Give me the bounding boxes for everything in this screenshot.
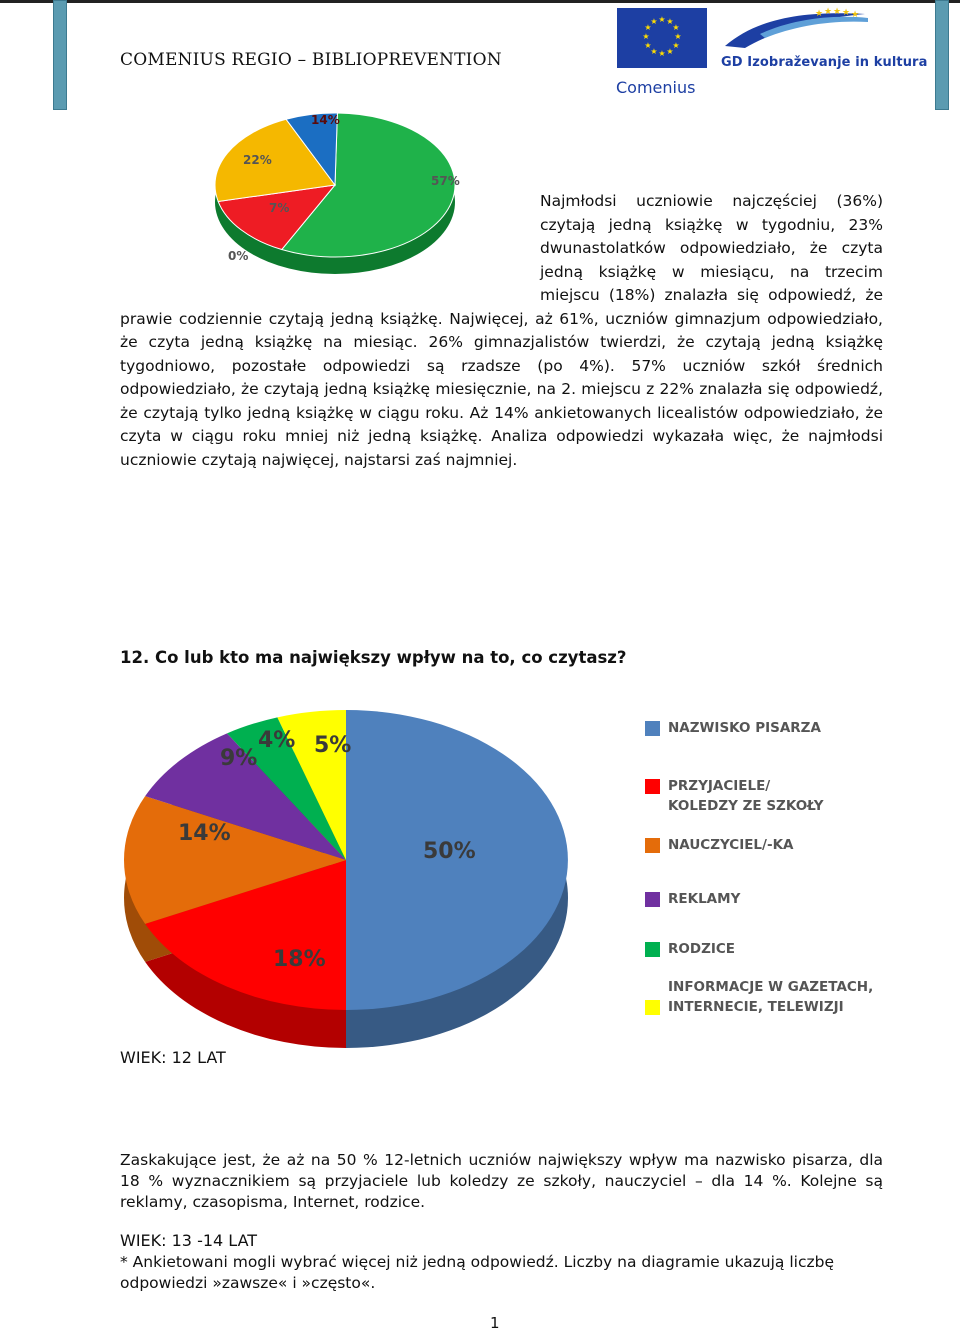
legend-label-author: NAZWISKO PISARZA bbox=[668, 720, 821, 736]
legend-label-teacher: NAUCZYCIEL/-KA bbox=[668, 837, 794, 853]
age-13-14-label: WIEK: 13 -14 LAT bbox=[120, 1231, 258, 1250]
pie1-label: 22% bbox=[243, 153, 272, 167]
gd-swoosh-logo bbox=[720, 6, 872, 52]
svg-text:★: ★ bbox=[815, 9, 824, 19]
svg-text:★: ★ bbox=[644, 23, 652, 32]
svg-text:★: ★ bbox=[650, 17, 658, 26]
survey-footnote: * Ankietowani mogli wybrać więcej niż jedną odpowiedź. Liczby na diagramie ukazują liczbę odpowiedzi »zawsze« i »często«. bbox=[120, 1253, 834, 1292]
legend-label-media: INFORMACJE W GAZETACH, INTERNECIE, TELEWIZJI bbox=[668, 979, 874, 1015]
legend-swatch-parents bbox=[645, 942, 660, 957]
question-12-heading: 12. Co lub kto ma największy wpływ na to, co czytasz? bbox=[120, 648, 627, 667]
chart-wrap-spacer bbox=[120, 190, 540, 285]
pie2-label: 5% bbox=[314, 733, 352, 758]
svg-text:★: ★ bbox=[658, 15, 666, 24]
paragraph-reading-frequency bbox=[120, 190, 883, 472]
pie2-label: 18% bbox=[273, 947, 326, 972]
gd-logo-text: GD Izobraževanje in kultura bbox=[721, 55, 928, 70]
top-border-line bbox=[0, 0, 960, 3]
svg-text:★: ★ bbox=[842, 8, 851, 18]
svg-text:★: ★ bbox=[833, 7, 842, 17]
svg-text:★: ★ bbox=[674, 32, 682, 41]
comenius-logo-text: Comenius bbox=[616, 78, 696, 97]
influence-pie-chart bbox=[118, 700, 588, 1050]
age-12-label: WIEK: 12 LAT bbox=[120, 1048, 226, 1067]
svg-text:★: ★ bbox=[672, 41, 680, 50]
svg-text:★: ★ bbox=[666, 47, 674, 56]
eu-flag-logo bbox=[617, 8, 707, 68]
svg-text:★: ★ bbox=[644, 41, 652, 50]
right-decorative-bar bbox=[935, 0, 949, 110]
eu-stars-icon bbox=[617, 8, 707, 68]
paragraph1-text: Najmłodsi uczniowie najczęściej (36%) czytają jedną książkę w tygodniu, 23% dwunastolatków odpowiedziało, że czyta jedną książkę w miesiącu, na trzecim miejscu (18%) znalazła się odpowiedź, że prawie codziennie czytają jedną książkę. Najwięcej, aż 61%, uczniów gimnazjum odpowiedziało, że czyta jedną książkę na miesiąc. 26% gimnazjalistów twierdzi, że czytają jedną książkę tygodniowo, pozostałe odpowiedzi są rzadsze (po 4%). 57% uczniów szkół średnich odpowiedziało, że czytają jedną książkę miesięcznie, na 2. miejscu z 22% znalazła się odpowiedź, że czytają tylko jedną książkę w ciągu roku. Aż 14% ankietowanych licealistów odpowiedziało, że czyta w ciągu roku mniej niż jedną książkę. Analiza odpowiedzi wykazała więc, że najmłodsi uczniowie czytają najwięcej, najstarsi zaś najmniej. bbox=[120, 192, 883, 469]
header-title: COMENIUS REGIO – BIBLIOPREVENTION bbox=[120, 50, 502, 70]
pie1-label: 14% bbox=[311, 113, 340, 127]
pie1-label: 7% bbox=[269, 201, 290, 215]
svg-text:★: ★ bbox=[851, 10, 860, 20]
legend-swatch-friends bbox=[645, 779, 660, 794]
svg-text:★: ★ bbox=[824, 7, 833, 17]
pie2-label: 4% bbox=[258, 728, 296, 753]
legend-swatch-author bbox=[645, 721, 660, 736]
legend-label-friends: PRZYJACIELE/ KOLEDZY ZE SZKOŁY bbox=[668, 778, 824, 814]
page-number: 1 bbox=[490, 1314, 500, 1332]
pie2-label: 50% bbox=[423, 839, 476, 864]
pie1-label: 0% bbox=[228, 249, 249, 263]
pie1-label: 57% bbox=[431, 174, 460, 188]
svg-text:★: ★ bbox=[642, 32, 650, 41]
legend-swatch-ads bbox=[645, 892, 660, 907]
pie2-label: 14% bbox=[178, 821, 231, 846]
legend-label-ads: REKLAMY bbox=[668, 891, 741, 907]
svg-text:★: ★ bbox=[672, 23, 680, 32]
svg-text:★: ★ bbox=[658, 49, 666, 58]
paragraph-influence-summary: Zaskakujące jest, że aż na 50 % 12-letnich uczniów największy wpływ ma nazwisko pisarza, dla 18 % wyznacznikiem są przyjaciele lub koledzy ze szkoły, nauczyciel – dla 14 %. Kolejne są reklamy, czasopisma, Internet, rodzice. bbox=[120, 1151, 883, 1211]
pie2-label: 9% bbox=[220, 746, 258, 771]
left-decorative-bar bbox=[53, 0, 67, 110]
legend-label-parents: RODZICE bbox=[668, 941, 736, 957]
svg-text:★: ★ bbox=[650, 47, 658, 56]
svg-text:★: ★ bbox=[666, 17, 674, 26]
legend-swatch-media bbox=[645, 1000, 660, 1015]
legend-swatch-teacher bbox=[645, 838, 660, 853]
